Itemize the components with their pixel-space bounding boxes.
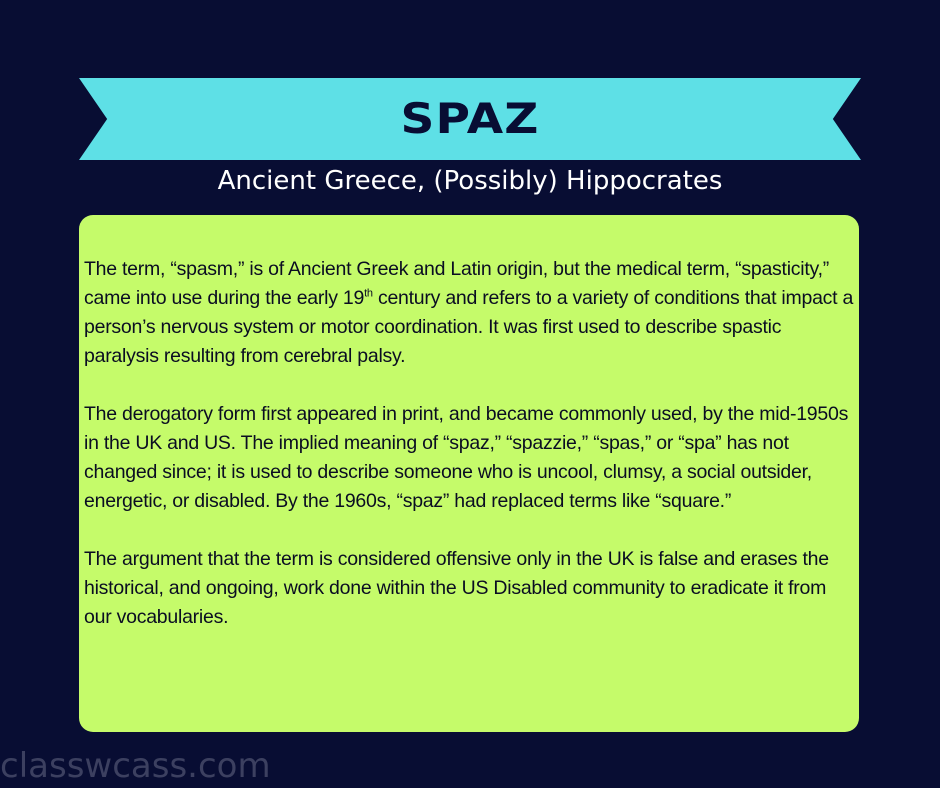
paragraph-3: The argument that the term is considered offensive only in the UK is false and erases the historical, and ongoing, work done within the US Disabled community to eradicate it from our vocabularies. <box>84 548 829 628</box>
watermark: classwcass.com <box>0 746 271 786</box>
ordinal-suffix: th <box>364 287 373 300</box>
paragraph-1-end: century and refers to a variety of conditions that impact a person’s nervous system or motor coordination. It was first used to describe spastic paralysis resulting from cerebral palsy. <box>84 287 854 367</box>
subtitle: Ancient Greece, (Possibly) Hippocrates <box>217 166 723 196</box>
body-text <box>84 255 854 661</box>
page-title: SPAZ <box>400 94 540 143</box>
paragraph-1-start: The term, “spasm,” is of Ancient Greek and Latin origin, but the medical term, “spasticity,” came into use during the early 19 <box>84 258 830 309</box>
paragraph-2: The derogatory form first appeared in print, and became commonly used, by the mid-1950s in the UK and US. The implied meaning of “spaz,” “spazzie,” “spas,” or “spa” has not changed since; it is used to describe someone who is uncool, clumsy, a social outsider, energetic, or disabled. By the 1960s, “spaz” had replaced terms like “square.” <box>84 403 849 512</box>
paragraph-1 <box>84 255 854 371</box>
